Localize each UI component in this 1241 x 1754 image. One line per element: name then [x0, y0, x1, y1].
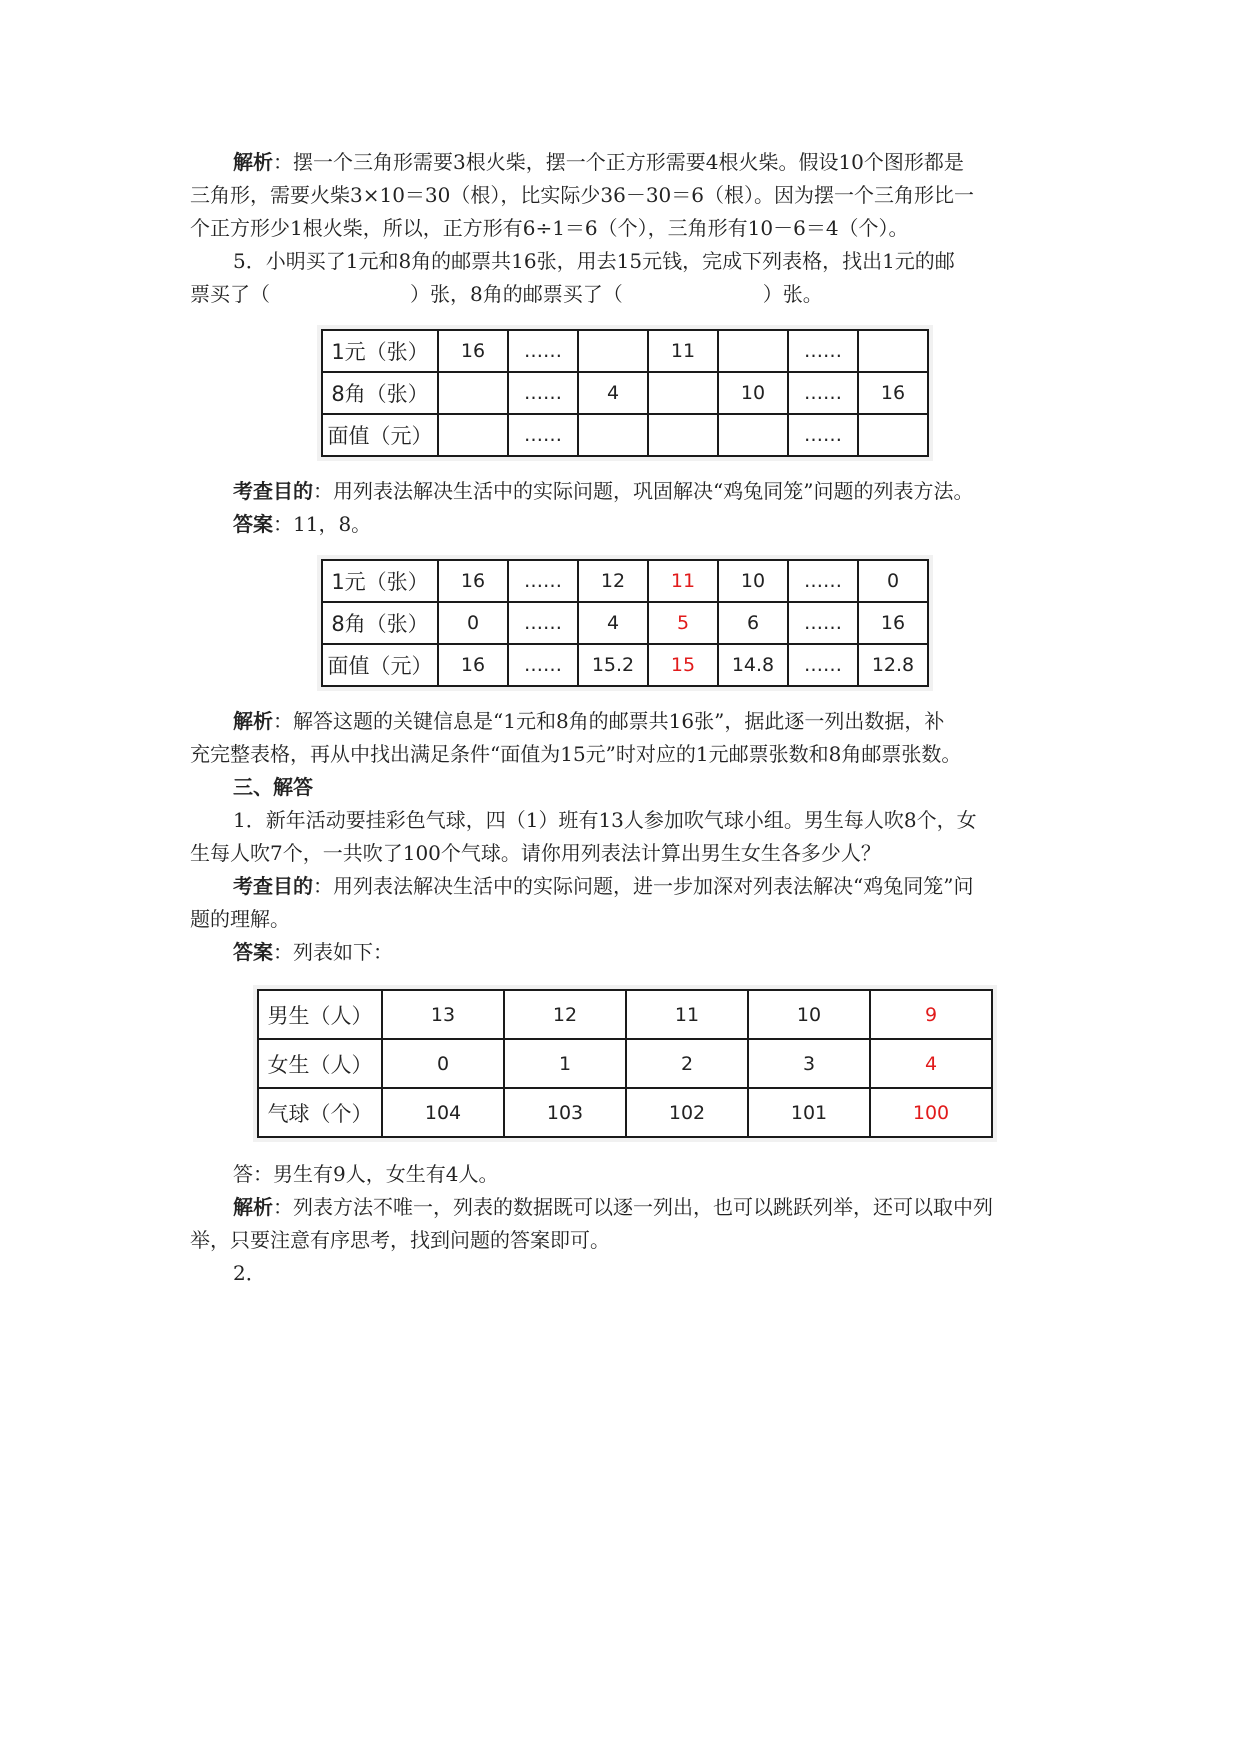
table-cell: 14.8: [718, 644, 788, 686]
table-cell: 4: [578, 602, 648, 644]
table-cell: ……: [508, 560, 578, 602]
table-cell: 15.2: [578, 644, 648, 686]
row-header: 8角（张）: [322, 602, 438, 644]
purpose-paragraph: 考查目的：用列表法解决生活中的实际问题，进一步加深对列表法解决“鸡兔同笼”问: [233, 874, 974, 898]
analysis-paragraph: 解析：解答这题的关键信息是“1元和8角的邮票共16张”，据此逐一列出数据，补: [233, 709, 945, 733]
analysis-line: 个正方形少1根火柴，所以，正方形有6÷1＝6（个），三角形有10－6＝4（个）。: [190, 216, 909, 240]
table-cell: [648, 414, 718, 456]
answer-label: 答案: [233, 512, 273, 536]
question-1: 1．新年活动要挂彩色气球，四（1）班有13人参加吹气球小组。男生每人吹8个，女: [233, 808, 977, 832]
table-cell: 16: [858, 372, 928, 414]
analysis-label: 解析: [233, 150, 273, 174]
table-cell: 102: [626, 1088, 748, 1137]
table-cell: 0: [858, 560, 928, 602]
analysis-line: 举，只要注意有序思考，找到问题的答案即可。: [190, 1228, 610, 1252]
section-heading: 三、解答: [233, 775, 313, 799]
table-cell: 10: [748, 990, 870, 1039]
table-row: [322, 330, 928, 372]
table-cell: [858, 330, 928, 372]
purpose-line: 题的理解。: [190, 907, 290, 931]
row-header: 面值（元）: [322, 644, 438, 686]
table-cell: 5: [648, 602, 718, 644]
row-header: 女生（人）: [258, 1039, 382, 1088]
question-2: 2．: [233, 1261, 266, 1285]
table-cell: 11: [648, 330, 718, 372]
table-cell: [718, 414, 788, 456]
table-cell: ……: [788, 602, 858, 644]
table-row: [322, 414, 928, 456]
table-row: [322, 372, 928, 414]
table-cell: ……: [788, 414, 858, 456]
table-row: [258, 1088, 992, 1137]
table-cell: 16: [858, 602, 928, 644]
table-cell: 9: [870, 990, 992, 1039]
table-cell: 104: [382, 1088, 504, 1137]
row-header: 1元（张）: [322, 330, 438, 372]
table-cell: 11: [648, 560, 718, 602]
purpose-label: 考查目的: [233, 874, 313, 898]
table-cell: 100: [870, 1088, 992, 1137]
table-cell: [718, 330, 788, 372]
table-cell: ……: [788, 372, 858, 414]
answer-label: 答案: [233, 940, 273, 964]
answer-paragraph: 答案：列表如下：: [233, 940, 393, 964]
table-cell: ……: [788, 330, 858, 372]
table-cell: [438, 414, 508, 456]
table-cell: [578, 330, 648, 372]
final-answer: 答：男生有9人，女生有4人。: [233, 1162, 499, 1186]
table-cell: 13: [382, 990, 504, 1039]
table-cell: 3: [748, 1039, 870, 1088]
question-1-line: 生每人吹7个，一共吹了100个气球。请你用列表法计算出男生女生各多少人？: [190, 841, 881, 865]
table-cell: 2: [626, 1039, 748, 1088]
table-cell: 16: [438, 560, 508, 602]
stamp-table-answer: [317, 555, 933, 691]
table-cell: 10: [718, 560, 788, 602]
table-cell: [858, 414, 928, 456]
table-cell: ……: [788, 560, 858, 602]
table-row: [258, 1039, 992, 1088]
balloon-table: [253, 985, 997, 1142]
table-cell: [438, 372, 508, 414]
table-cell: 4: [870, 1039, 992, 1088]
row-header: 男生（人）: [258, 990, 382, 1039]
table-cell: 12: [504, 990, 626, 1039]
analysis-paragraph: 解析：摆一个三角形需要3根火柴，摆一个正方形需要4根火柴。假设10个图形都是: [233, 150, 964, 174]
table-cell: [578, 414, 648, 456]
table-cell: 6: [718, 602, 788, 644]
analysis-line: 充完整表格，再从中找出满足条件“面值为15元”时对应的1元邮票张数和8角邮票张数。: [190, 742, 962, 766]
table-cell: ……: [508, 414, 578, 456]
answer-paragraph: 答案：11，8。: [233, 512, 372, 536]
table-row: [258, 990, 992, 1039]
table-cell: 103: [504, 1088, 626, 1137]
table-cell: 12.8: [858, 644, 928, 686]
table-cell: 11: [626, 990, 748, 1039]
question-5-line2: 票买了（ ）张，8角的邮票买了（ ）张。: [190, 282, 823, 306]
table-cell: ……: [508, 372, 578, 414]
table-cell: 15: [648, 644, 718, 686]
row-header: 气球（个）: [258, 1088, 382, 1137]
analysis-line: 三角形，需要火柴3×10＝30（根），比实际少36－30＝6（根）。因为摆一个三角形比一: [190, 183, 975, 207]
table-cell: 0: [382, 1039, 504, 1088]
table-row: [322, 602, 928, 644]
purpose-label: 考查目的: [233, 479, 313, 503]
table-cell: 101: [748, 1088, 870, 1137]
purpose-paragraph: 考查目的：用列表法解决生活中的实际问题，巩固解决“鸡兔同笼”问题的列表方法。: [233, 479, 974, 503]
table-cell: 10: [718, 372, 788, 414]
table-cell: 16: [438, 644, 508, 686]
document-page: [190, 146, 1060, 1290]
row-header: 1元（张）: [322, 560, 438, 602]
analysis-label: 解析: [233, 709, 273, 733]
table-cell: ……: [508, 644, 578, 686]
table-row: [322, 644, 928, 686]
stamp-table-blank: [317, 325, 933, 461]
row-header: 8角（张）: [322, 372, 438, 414]
table-cell: ……: [788, 644, 858, 686]
analysis-label: 解析: [233, 1195, 273, 1219]
table-cell: 16: [438, 330, 508, 372]
table-cell: [648, 372, 718, 414]
table-row: [322, 560, 928, 602]
table-cell: 12: [578, 560, 648, 602]
table-cell: ……: [508, 330, 578, 372]
question-5: 5．小明买了1元和8角的邮票共16张，用去15元钱，完成下列表格，找出1元的邮: [233, 249, 955, 273]
table-cell: 1: [504, 1039, 626, 1088]
analysis-paragraph: 解析：列表方法不唯一，列表的数据既可以逐一列出，也可以跳跃列举，还可以取中列: [233, 1195, 993, 1219]
table-cell: 4: [578, 372, 648, 414]
table-cell: 0: [438, 602, 508, 644]
table-cell: ……: [508, 602, 578, 644]
row-header: 面值（元）: [322, 414, 438, 456]
